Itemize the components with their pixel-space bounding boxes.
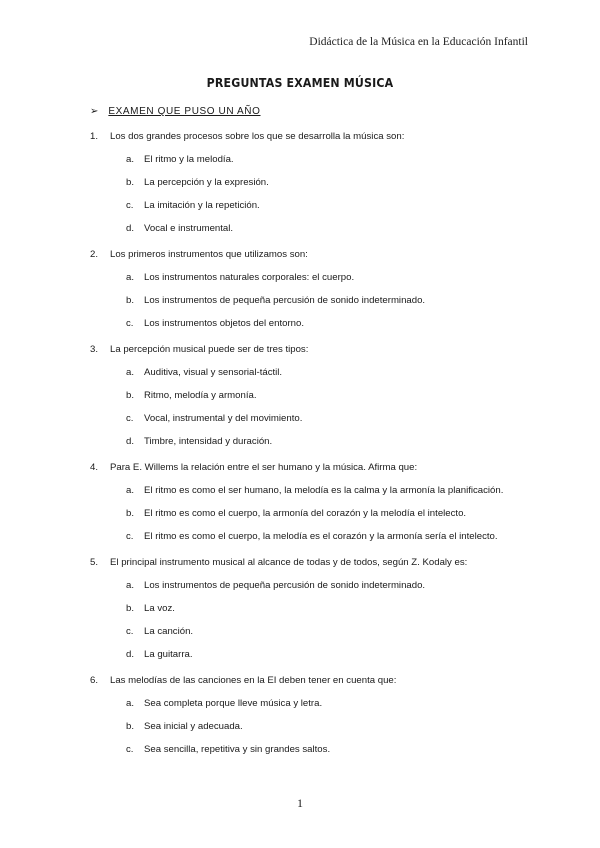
option-letter: b.: [126, 721, 135, 732]
option-letter: a.: [126, 272, 135, 283]
option-text: El ritmo es como el cuerpo, la melodía es el corazón y la armonía sería el intelecto.: [144, 531, 498, 542]
option-list: [126, 483, 526, 544]
option-letter: a.: [126, 698, 135, 709]
option-letter: d.: [126, 436, 135, 447]
page-number: 1: [297, 796, 303, 810]
running-header: Didáctica de la Música en la Educación Infantil: [309, 36, 528, 48]
option-letter: b.: [126, 603, 135, 614]
question-item: [90, 126, 526, 236]
answer-option: [126, 601, 526, 616]
question-text: La percepción musical puede ser de tres tipos:: [110, 344, 309, 355]
question-number: 6.: [90, 675, 99, 686]
option-text: Vocal e instrumental.: [144, 223, 234, 234]
option-text: La imitación y la repetición.: [144, 200, 260, 211]
option-text: Los instrumentos naturales corporales: el cuerpo.: [144, 272, 355, 283]
option-text: Los instrumentos de pequeña percusión de sonido indeterminado.: [144, 580, 426, 591]
option-list: [126, 270, 526, 331]
question-stem: [90, 244, 526, 262]
option-text: El ritmo y la melodía.: [144, 154, 234, 165]
question-text: Los dos grandes procesos sobre los que se desarrolla la música son:: [110, 131, 405, 142]
option-letter: a.: [126, 580, 135, 591]
answer-option: [126, 152, 526, 167]
question-item: [90, 244, 526, 331]
answer-option: [126, 316, 526, 331]
answer-option: [126, 647, 526, 662]
option-text: Ritmo, melodía y armonía.: [144, 390, 257, 401]
option-list: [126, 578, 526, 662]
option-letter: c.: [126, 626, 134, 637]
option-letter: c.: [126, 531, 134, 542]
option-letter: c.: [126, 200, 134, 211]
option-letter: c.: [126, 744, 134, 755]
answer-option: [126, 529, 526, 544]
question-stem: [90, 339, 526, 357]
question-stem: [90, 126, 526, 144]
option-list: [126, 152, 526, 236]
answer-option: [126, 365, 526, 380]
answer-option: [126, 175, 526, 190]
option-letter: a.: [126, 485, 135, 496]
answer-option: [126, 388, 526, 403]
option-letter: b.: [126, 390, 135, 401]
option-text: La percepción y la expresión.: [144, 177, 269, 188]
answer-option: [126, 411, 526, 426]
question-text: Para E. Willems la relación entre el ser humano y la música. Afirma que:: [110, 462, 418, 473]
question-stem: [90, 670, 526, 688]
option-text: Auditiva, visual y sensorial-táctil.: [144, 367, 283, 378]
question-list: [90, 126, 526, 757]
option-letter: c.: [126, 318, 134, 329]
option-text: Timbre, intensidad y duración.: [144, 436, 273, 447]
answer-option: [126, 578, 526, 593]
option-text: El ritmo es como el cuerpo, la armonía del corazón y la melodía el intelecto.: [144, 508, 467, 519]
answer-option: [126, 221, 526, 236]
option-letter: d.: [126, 223, 135, 234]
section-heading: [90, 106, 261, 117]
question-number: 2.: [90, 249, 99, 260]
question-item: [90, 339, 526, 449]
option-text: Vocal, instrumental y del movimiento.: [144, 413, 303, 424]
option-letter: d.: [126, 649, 135, 660]
option-list: [126, 365, 526, 449]
option-letter: b.: [126, 295, 135, 306]
arrow-bullet-icon: ➢: [90, 106, 99, 117]
question-number: 5.: [90, 557, 99, 568]
option-letter: a.: [126, 154, 135, 165]
question-text: El principal instrumento musical al alcance de todas y de todos, según Z. Kodaly es:: [110, 557, 468, 568]
option-text: Los instrumentos de pequeña percusión de sonido indeterminado.: [144, 295, 426, 306]
answer-option: [126, 742, 526, 757]
question-item: [90, 670, 526, 757]
answer-option: [126, 434, 526, 449]
answer-option: [126, 270, 526, 285]
answer-option: [126, 293, 526, 308]
option-text: Sea inicial y adecuada.: [144, 721, 243, 732]
answer-option: [126, 696, 526, 711]
question-number: 4.: [90, 462, 99, 473]
option-list: [126, 696, 526, 757]
option-letter: a.: [126, 367, 135, 378]
option-text: El ritmo es como el ser humano, la melodía es la calma y la armonía la planificación.: [144, 485, 504, 496]
option-text: Sea completa porque lleve música y letra.: [144, 698, 323, 709]
option-letter: b.: [126, 177, 135, 188]
answer-option: [126, 719, 526, 734]
section-heading-label: EXAMEN QUE PUSO UN AÑO: [108, 106, 261, 117]
question-item: [90, 552, 526, 662]
question-number: 1.: [90, 131, 99, 142]
question-text: Los primeros instrumentos que utilizamos son:: [110, 249, 308, 260]
option-text: La guitarra.: [144, 649, 193, 660]
question-number: 3.: [90, 344, 99, 355]
option-letter: b.: [126, 508, 135, 519]
option-letter: c.: [126, 413, 134, 424]
question-text: Las melodías de las canciones en la EI deben tener en cuenta que:: [110, 675, 397, 686]
question-stem: [90, 457, 526, 475]
option-text: La voz.: [144, 603, 175, 614]
question-stem: [90, 552, 526, 570]
answer-option: [126, 624, 526, 639]
option-text: Los instrumentos objetos del entorno.: [144, 318, 304, 329]
page-title: PREGUNTAS EXAMEN MÚSICA: [206, 75, 394, 90]
option-text: Sea sencilla, repetitiva y sin grandes saltos.: [144, 744, 331, 755]
option-text: La canción.: [144, 626, 194, 637]
question-item: [90, 457, 526, 544]
answer-option: [126, 483, 526, 498]
answer-option: [126, 506, 526, 521]
answer-option: [126, 198, 526, 213]
